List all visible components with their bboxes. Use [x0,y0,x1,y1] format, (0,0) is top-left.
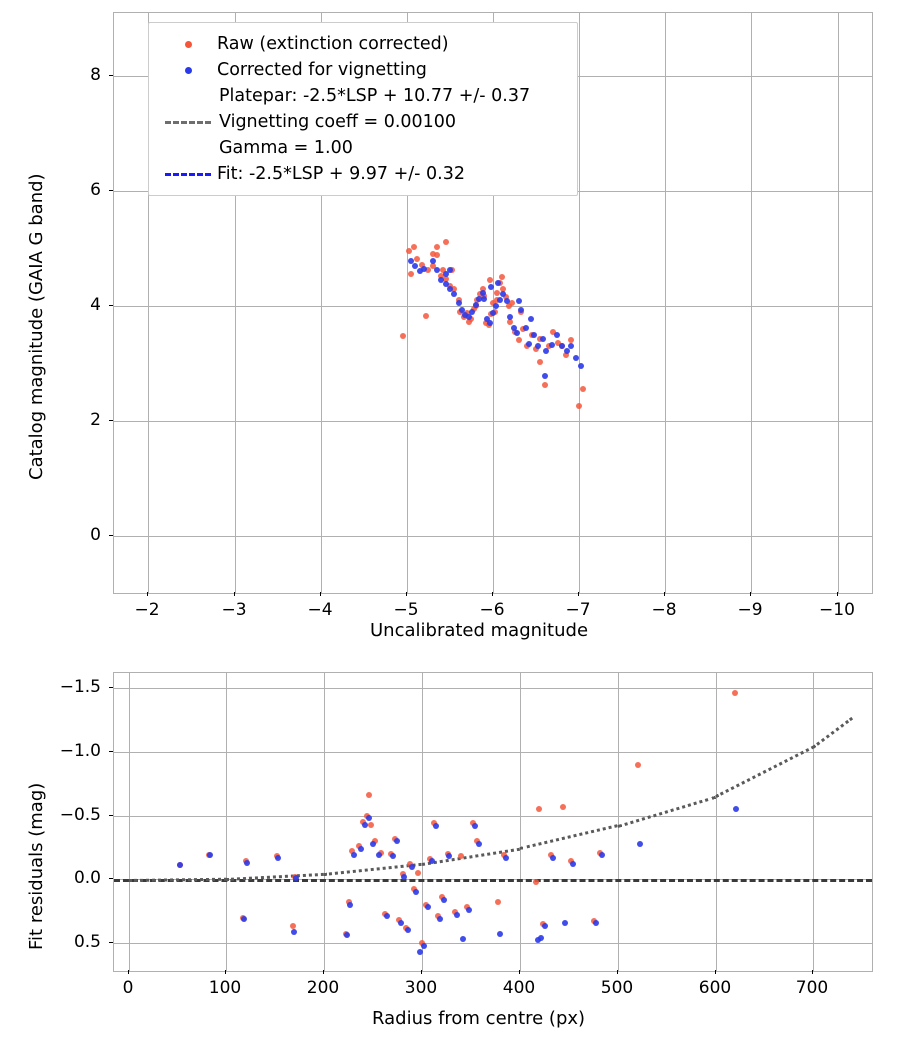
legend-marker-corrected-icon [159,67,217,74]
top-x-axis-label: Uncalibrated magnitude [370,620,589,641]
x-tick-label: −8 [651,600,677,620]
y-tick-label: 0 [90,525,101,545]
x-tick [323,970,324,974]
y-tick-label: 0.5 [73,932,101,952]
y-tick [109,305,113,306]
x-tick-label: 500 [600,978,634,998]
legend-label-gamma: Gamma = 1.00 [219,138,353,158]
y-tick [109,878,113,879]
bottom-y-axis-label: Fit residuals (mag) [26,782,47,950]
x-tick-label: −10 [819,600,855,620]
bottom-axis-ticks [0,660,900,1050]
legend-label-platepar: Platepar: -2.5*LSP + 10.77 +/- 0.37 [219,86,531,106]
x-tick [750,592,751,596]
y-tick-label: −0.5 [59,805,101,825]
x-tick [837,592,838,596]
y-tick-label: 8 [90,65,101,85]
y-tick [109,687,113,688]
y-tick [109,75,113,76]
x-tick-label: 700 [795,978,829,998]
x-tick [492,592,493,596]
legend-marker-raw-icon [159,41,217,48]
x-tick-label: −6 [479,600,505,620]
legend-label-corrected: Corrected for vignetting [217,60,427,80]
x-tick-label: 200 [306,978,340,998]
y-tick [109,420,113,421]
x-tick [715,970,716,974]
x-tick-label: −4 [307,600,333,620]
y-tick-label: 6 [90,180,101,200]
legend-label-fit: Fit: -2.5*LSP + 9.97 +/- 0.32 [217,164,465,184]
y-tick-label: 2 [90,410,101,430]
x-tick-label: 600 [698,978,732,998]
legend-line-fit-icon [159,173,217,176]
y-tick [109,942,113,943]
x-tick [421,970,422,974]
x-tick [406,592,407,596]
x-tick [519,970,520,974]
y-tick [109,190,113,191]
y-tick [109,535,113,536]
x-tick-label: 400 [502,978,536,998]
legend-row-raw [159,31,567,57]
legend-label-vignetting-coeff: Vignetting coeff = 0.00100 [219,112,457,132]
x-tick-label: 300 [404,978,438,998]
y-tick-label: 0.0 [73,868,101,888]
x-tick [617,970,618,974]
panel-fit-residuals [0,660,900,1050]
x-tick-label: −9 [737,600,763,620]
legend-label-raw: Raw (extinction corrected) [217,34,449,54]
y-tick [109,751,113,752]
x-tick-label: 0 [122,978,134,998]
top-legend [148,22,578,196]
x-tick-label: −5 [393,600,419,620]
legend-line-platepar-icon [159,121,217,124]
top-y-axis-label: Catalog magnitude (GAIA G band) [26,173,47,480]
bottom-x-axis-label: Radius from centre (px) [372,1008,586,1029]
legend-row-platepar [159,83,567,161]
legend-label-platepar-block [219,83,530,161]
y-tick-label: −1.5 [59,677,101,697]
legend-row-fit [159,161,567,187]
x-tick-label: 100 [208,978,242,998]
x-tick-label: −3 [221,600,247,620]
legend-row-corrected [159,57,567,83]
x-tick [320,592,321,596]
x-tick [664,592,665,596]
x-tick-label: −2 [134,600,160,620]
x-tick [812,970,813,974]
x-tick-label: −7 [565,600,591,620]
y-tick-label: −1.0 [59,741,101,761]
x-tick [147,592,148,596]
y-tick-label: 4 [90,295,101,315]
x-tick [225,970,226,974]
x-tick [578,592,579,596]
x-tick [234,592,235,596]
x-tick [128,970,129,974]
y-tick [109,815,113,816]
